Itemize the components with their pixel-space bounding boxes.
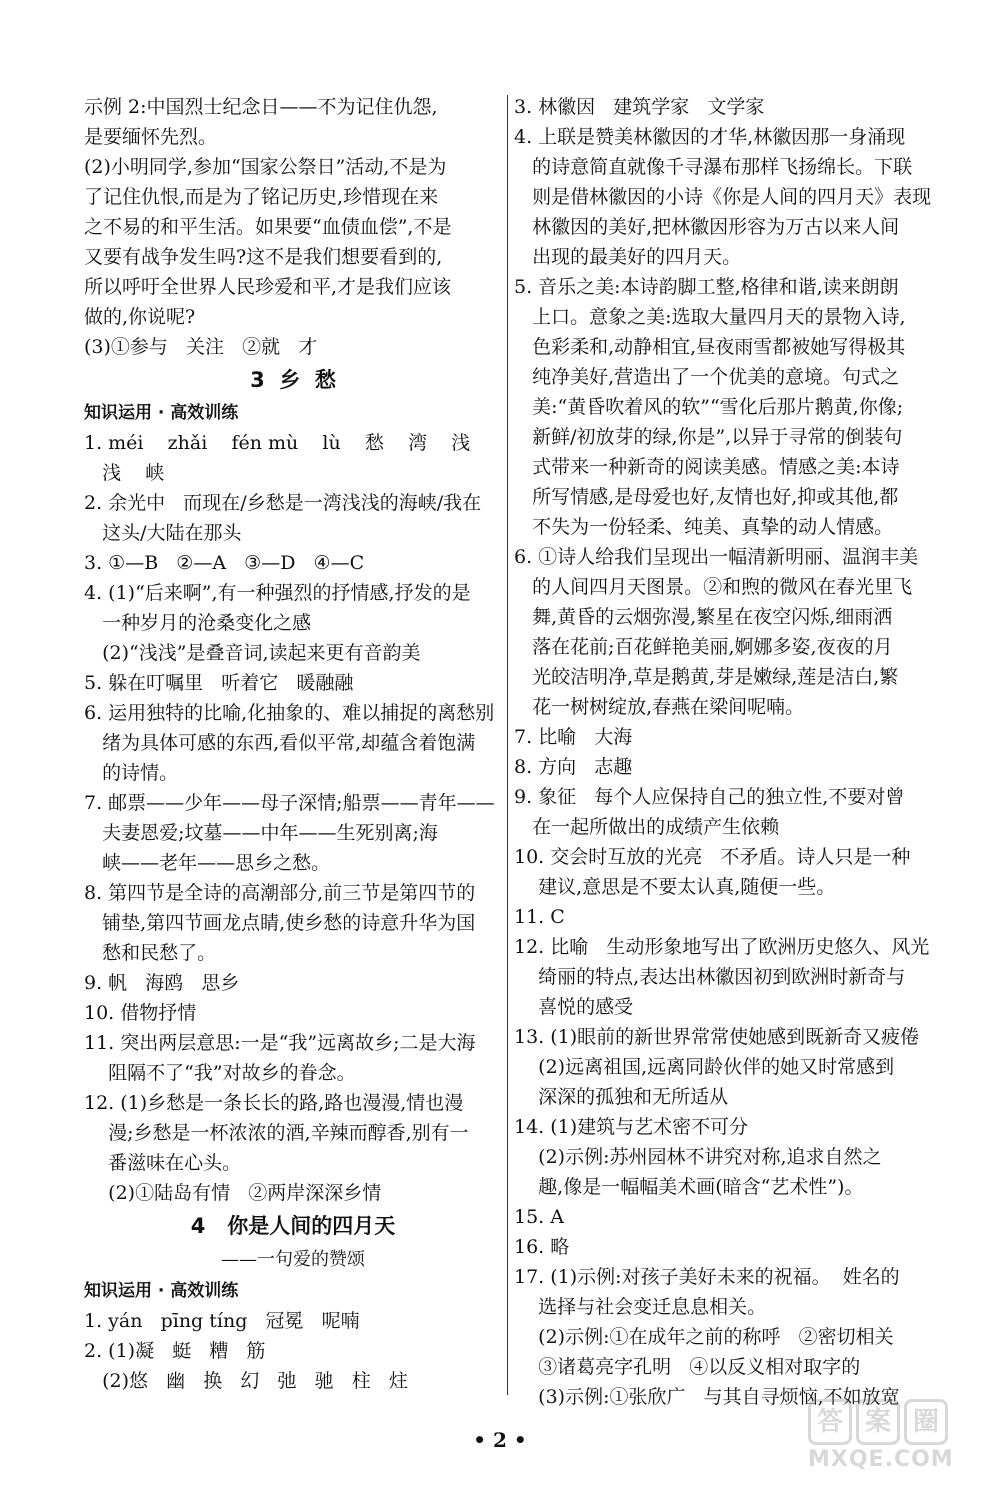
answer-line: 6. 运用独特的比喻,化抽象的、难以捕捉的离愁别: [84, 702, 495, 724]
answer-line: 12. 比喻 生动形象地写出了欧洲历史悠久、风光: [514, 936, 930, 958]
answer-line: 16. 略: [514, 1236, 570, 1258]
answer-line: 的人间四月天图景。②和煦的微风在春光里飞: [514, 576, 913, 598]
answer-line: 10. 交会时互放的光亮 不矛盾。诗人只是一种: [514, 846, 911, 868]
answer-line: ③诸葛亮字孔明 ④以反义相对取字的: [514, 1356, 861, 1378]
answer-line: 花一树树绽放,春燕在梁间呢喃。: [514, 696, 805, 718]
answer-line: 11. C: [514, 906, 565, 928]
answer-line: 5. 躲在叮嘱里 听着它 暖融融: [84, 672, 354, 694]
answer-line: 峡——老年——思乡之愁。: [84, 852, 331, 874]
watermark-url: MXQE.COM: [808, 1447, 954, 1472]
answer-line: 是要缅怀先烈。: [84, 126, 218, 148]
answer-line: 之不易的和平生活。如果要“血债血偿”,不是: [84, 216, 452, 238]
answer-line: 3. 林徽因 建筑学家 文学家: [514, 96, 765, 118]
right-column: [514, 92, 934, 1412]
answer-line: 11. 突出两层意思:一是“我”远离故乡;二是大海: [84, 1032, 476, 1054]
answer-line: (2)小明同学,参加“国家公祭日”活动,不是为: [84, 156, 447, 178]
answer-line: 8. 方向 志趣: [514, 756, 633, 778]
section-heading: 知识运用 · 高效训练: [84, 403, 239, 423]
answer-line: 8. 第四节是全诗的高潮部分,前三节是第四节的: [84, 882, 476, 904]
answer-line: 纯净美好,营造出了一个优美的意境。句式之: [514, 366, 900, 388]
answer-line: (3)示例:①张欣广 与其自寻烦恼,不如放宽: [514, 1386, 900, 1408]
answer-line: 落在花前;百花鲜艳美丽,婀娜多姿,夜夜的月: [514, 636, 893, 658]
page-number: • 2 •: [473, 1428, 527, 1452]
left-column: [84, 92, 502, 1396]
answer-line: 夫妻恩爱;坟墓——中年——生死别离;海: [84, 822, 438, 844]
lesson-title: 4 你是人间的四月天: [190, 1214, 396, 1238]
answer-line: 式带来一种新奇的阅读美感。情感之美:本诗: [514, 456, 900, 478]
watermark-char: 圈: [904, 1399, 948, 1445]
answer-line: (2)示例:苏州园林不讲究对称,追求自然之: [514, 1146, 882, 1168]
answer-line: 趣,像是一幅幅美术画(暗含“艺术性”)。: [514, 1176, 864, 1198]
answer-line: (2)①陆岛有情 ②两岸深深乡情: [84, 1182, 382, 1204]
answer-line: 喜悦的感受: [514, 996, 634, 1018]
answer-line: 3. ①—B ②—A ③—D ④—C: [84, 552, 365, 574]
answer-line: 所以呼吁全世界人民珍爱和平,才是我们应该: [84, 276, 452, 298]
answer-line: 不失为一份轻柔、纯美、真挚的动人情感。: [514, 516, 894, 538]
answer-line: (2)远离祖国,远离同龄伙伴的她又时常感到: [514, 1056, 895, 1078]
answer-line: 这头/大陆在那头: [84, 522, 242, 544]
answer-line: 1. yán pīng tíng 冠冕 呢喃: [84, 1310, 360, 1332]
answer-line: 光皎洁明净,草是鹅黄,芽是嫩绿,莲是洁白,繁: [514, 666, 899, 688]
lesson-subtitle: ——一句爱的赞颂: [221, 1249, 365, 1270]
answer-line: 1. méi zhǎi fén mù lù 愁 湾 浅: [84, 432, 471, 454]
answer-line: 深深的孤独和无所适从: [514, 1086, 729, 1108]
answer-line: 14. (1)建筑与艺术密不可分: [514, 1116, 749, 1138]
answer-line: 4. 上联是赞美林徽因的才华,林徽因那一身涌现: [514, 126, 906, 148]
answer-line: 13. (1)眼前的新世界常常使她感到既新奇又疲倦: [514, 1026, 920, 1048]
answer-line: 选择与社会变迁息息相关。: [514, 1296, 767, 1318]
answer-line: 在一起所做出的成绩产生依赖: [514, 816, 780, 838]
answer-line: 9. 象征 每个人应保持自己的独立性,不要对曾: [514, 786, 905, 808]
watermark-char: 案: [856, 1399, 900, 1445]
answer-line: 15. A: [514, 1206, 564, 1228]
answer-line: 新鲜/初放芽的绿,你是”,以异于寻常的倒装句: [514, 426, 903, 448]
answer-line: 愁和民愁了。: [84, 942, 217, 964]
answer-line: 了记住仇恨,而是为了铭记历史,珍惜现在来: [84, 186, 439, 208]
answer-line: 舞,黄昏的云烟弥漫,繁星在夜空闪烁,细雨洒: [514, 606, 893, 628]
answer-line: 绪为具体可感的东西,看似平常,却蕴含着饱满: [84, 732, 476, 754]
answer-line: 10. 借物抒情: [84, 1002, 197, 1024]
answer-line: 浅 峡: [84, 462, 165, 484]
answer-line: 美:“黄昏吹着风的软”“雪化后那片鹅黄,你像;: [514, 396, 904, 418]
answer-line: (2)示例:①在成年之前的称呼 ②密切相关: [514, 1326, 894, 1348]
answer-line: 17. (1)示例:对孩子美好未来的祝福。 姓名的: [514, 1266, 900, 1288]
answer-line: 9. 帆 海鸥 思乡: [84, 972, 240, 994]
answer-line: 铺垫,第四节画龙点睛,使乡愁的诗意升华为国: [84, 912, 476, 934]
answer-line: 一种岁月的沧桑变化之感: [84, 612, 312, 634]
answer-line: 绮丽的特点,表达出林徽因初到欧洲时新奇与: [514, 966, 906, 988]
watermark-char: 答: [808, 1399, 852, 1445]
answer-line: 的诗情。: [84, 762, 179, 784]
answer-line: 则是借林徽因的小诗《你是人间的四月天》表现: [514, 186, 932, 208]
answer-line: 2. 余光中 而现在/乡愁是一湾浅浅的海峡/我在: [84, 492, 482, 514]
lesson-title: 3 乡 愁: [250, 368, 336, 392]
answer-line: 的诗意简直就像千寻瀑布那样飞扬绵长。下联: [514, 156, 913, 178]
answer-line: 漫;乡愁是一杯浓浓的酒,辛辣而醇香,别有一: [84, 1122, 469, 1144]
column-divider: [507, 95, 508, 1395]
answer-line: (3)①参与 关注 ②就 才: [84, 336, 318, 358]
answer-line: 番滋味在心头。: [84, 1152, 242, 1174]
answer-line: 7. 比喻 大海: [514, 726, 633, 748]
section-heading: 知识运用 · 高效训练: [84, 1281, 239, 1301]
answer-line: 12. (1)乡愁是一条长长的路,路也漫漫,情也漫: [84, 1092, 464, 1114]
answer-line: 所写情感,是母爱也好,友情也好,抑或其他,都: [514, 486, 899, 508]
answer-line: 6. ①诗人给我们呈现出一幅清新明丽、温润丰美: [514, 546, 919, 568]
answer-line: 出现的最美好的四月天。: [514, 246, 742, 268]
answer-line: 4. (1)“后来啊”,有一种强烈的抒情感,抒发的是: [84, 582, 471, 604]
answer-line: 林徽因的美好,把林徽因形容为万古以来人间: [514, 216, 900, 238]
answer-line: 色彩柔和,动静相宜,昼夜雨雪都被她写得极其: [514, 336, 906, 358]
answer-line: 建议,意思是不要太认真,随便一些。: [514, 876, 836, 898]
answer-line: 7. 邮票——少年——母子深情;船票——青年——: [84, 792, 495, 814]
answer-line: 又要有战争发生吗?这不是我们想要看到的,: [84, 246, 443, 268]
watermark-logo: [808, 1399, 978, 1479]
answer-line: (2)悠 幽 换 幻 弛 驰 柱 炷: [84, 1370, 408, 1392]
answer-line: 示例 2:中国烈士纪念日——不为记住仇怨,: [84, 96, 438, 118]
answer-line: 阻隔不了“我”对故乡的眷念。: [84, 1062, 356, 1084]
answer-line: 2. (1)凝 蜓 糟 筋: [84, 1340, 266, 1362]
answer-line: (2)“浅浅”是叠音词,读起来更有音韵美: [84, 642, 421, 664]
answer-line: 上口。意象之美:选取大量四月天的景物入诗,: [514, 306, 906, 328]
answer-line: 做的,你说呢?: [84, 306, 196, 328]
answer-line: 5. 音乐之美:本诗韵脚工整,格律和谐,读来朗朗: [514, 276, 899, 298]
